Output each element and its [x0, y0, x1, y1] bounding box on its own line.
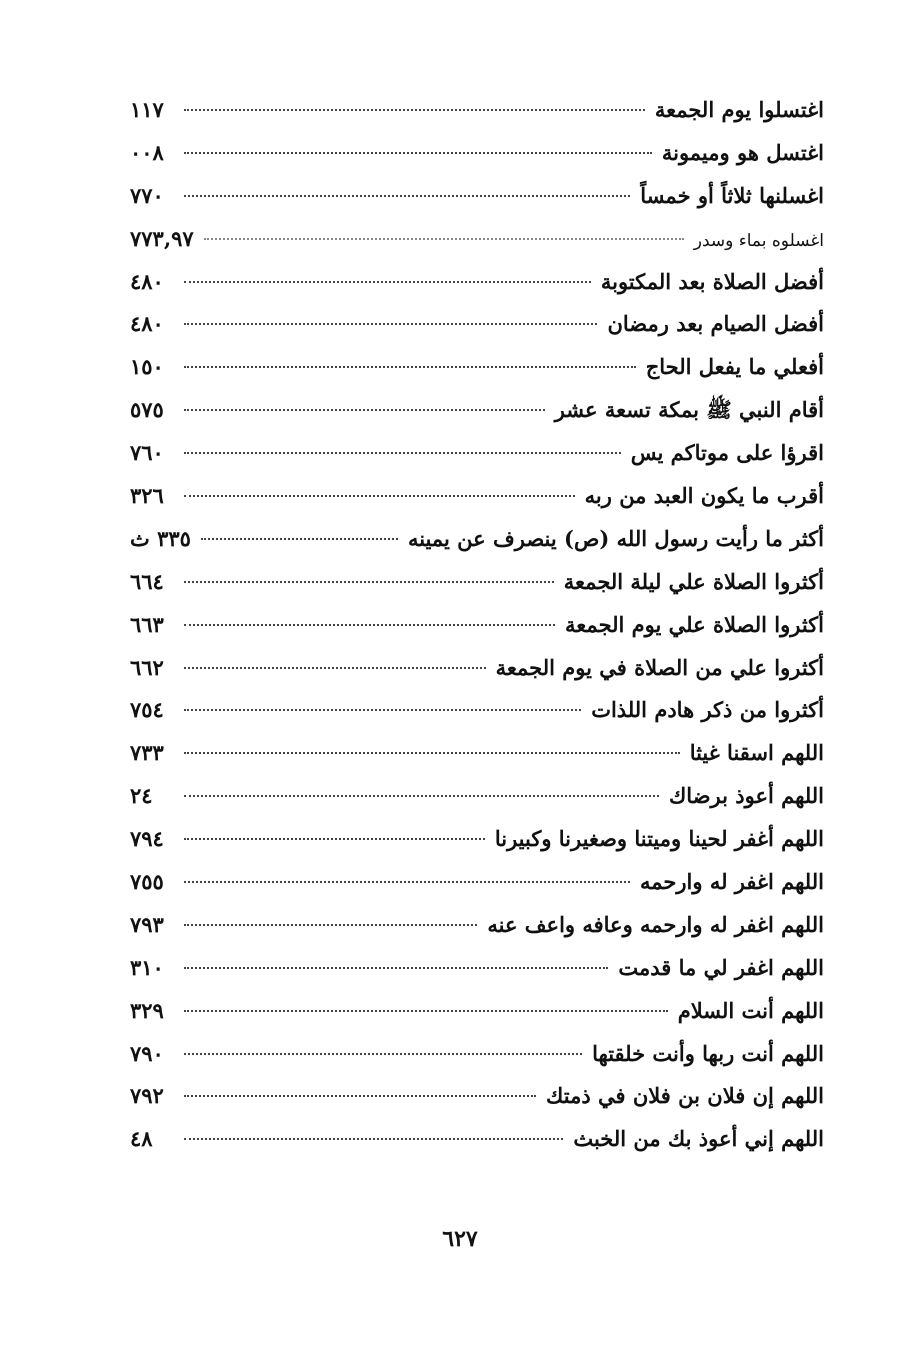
- dot-leader: [184, 195, 630, 197]
- dot-leader: [184, 366, 636, 368]
- index-entry: [130, 227, 824, 270]
- index-entry: [130, 527, 824, 570]
- entry-page-number: ٦٦٢: [130, 654, 164, 680]
- entry-page-number: ١٥٠: [130, 354, 164, 380]
- entry-text: اقرؤا على موتاكم يس: [630, 440, 824, 466]
- index-entry: [130, 741, 824, 784]
- entry-text: أكثروا الصلاة علي يوم الجمعة: [565, 611, 824, 637]
- entry-page-number: ٥٧٥: [130, 397, 164, 423]
- dot-leader: [184, 624, 555, 626]
- entry-page-number: ٧٥٥: [130, 869, 164, 895]
- entry-text: أقرب ما يكون العبد من ربه: [584, 483, 824, 509]
- entry-text: اغسلنها ثلاثاً أو خمساً: [640, 182, 824, 208]
- index-entry: [130, 484, 824, 527]
- entry-page-number: ٧٩٣: [130, 911, 164, 937]
- entry-page-number: ٧٧٠: [130, 182, 164, 208]
- entry-page-number: ٦٦٤: [130, 568, 164, 594]
- index-entry: [130, 98, 824, 141]
- hadith-index-list: [130, 98, 824, 1170]
- entry-page-number: ١١٧: [130, 97, 164, 122]
- index-entry: [130, 1084, 824, 1127]
- index-entry: [130, 355, 824, 398]
- entry-page-number: ٧٣٣: [130, 740, 164, 766]
- dot-leader: [184, 452, 621, 454]
- dot-leader: [184, 709, 581, 711]
- entry-page-number: ٤٨٠: [130, 311, 164, 337]
- entry-text: اللهم أنت ربها وأنت خلقتها: [592, 1040, 824, 1066]
- dot-leader: [184, 1053, 582, 1055]
- entry-text: أفضل الصلاة بعد المكتوبة: [600, 268, 824, 294]
- index-entry: [130, 956, 824, 999]
- entry-page-number: ٢٤: [130, 783, 153, 809]
- entry-page-number: ٧٩٤: [130, 826, 164, 852]
- index-entry: [130, 441, 824, 484]
- dot-leader: [184, 409, 545, 411]
- dot-leader: [184, 581, 554, 583]
- entry-text: اللهم أعوذ برضاك: [669, 783, 824, 809]
- dot-leader: [201, 538, 398, 540]
- dot-leader: [184, 1138, 563, 1140]
- entry-page-number: ٧٩٢: [130, 1083, 164, 1109]
- dot-leader: [184, 281, 591, 283]
- entry-page-number: ٠٠٨: [130, 139, 164, 165]
- index-entry: [130, 999, 824, 1042]
- entry-page-number: ٤٨٠: [130, 268, 164, 294]
- entry-text: اللهم اغفر له وارحمه: [640, 869, 824, 895]
- entry-page-number: ٧٧٣,٩٧: [130, 225, 194, 251]
- dot-leader: [184, 881, 630, 883]
- entry-text: اغتسل هو وميمونة: [661, 139, 824, 165]
- dot-leader: [184, 795, 659, 797]
- dot-leader: [184, 838, 485, 840]
- entry-text: أكثروا من ذكر هادم اللذات: [591, 697, 824, 723]
- index-entry: [130, 312, 824, 355]
- entry-text: اللهم إن فلان بن فلان في ذمتك: [546, 1083, 824, 1109]
- dot-leader: [184, 1095, 536, 1097]
- index-entry: [130, 613, 824, 656]
- entry-page-number: ٣٢٦: [130, 483, 164, 509]
- dot-leader: [184, 1010, 668, 1012]
- entry-text: اللهم إني أعوذ بك من الخبث: [573, 1126, 824, 1152]
- dot-leader: [184, 495, 575, 497]
- entry-text: اللهم أغفر لحينا وميتنا وصغيرنا وكبيرنا: [494, 826, 824, 852]
- entry-page-number: ٣٣٥ ث: [130, 525, 191, 551]
- index-entry: [130, 1127, 824, 1170]
- index-entry: [130, 184, 824, 227]
- entry-text: أقام النبي ﷺ بمكة تسعة عشر: [554, 397, 824, 423]
- entry-text: أفعلي ما يفعل الحاج: [645, 354, 824, 380]
- entry-text: أكثروا الصلاة علي ليلة الجمعة: [563, 568, 824, 594]
- dot-leader: [204, 238, 684, 240]
- entry-text: أكثروا علي من الصلاة في يوم الجمعة: [495, 654, 824, 680]
- index-entry: [130, 827, 824, 870]
- entry-page-number: ٣١٠: [130, 954, 164, 980]
- dot-leader: [184, 109, 645, 111]
- index-entry: [130, 870, 824, 913]
- dot-leader: [184, 152, 652, 154]
- index-entry: [130, 656, 824, 699]
- dot-leader: [184, 667, 486, 669]
- entry-text: اغسلوه بماء وسدر: [693, 230, 824, 251]
- entry-text: أكثر ما رأيت رسول الله (ص) ينصرف عن يمينه: [407, 525, 824, 551]
- entry-page-number: ٧٥٤: [130, 697, 164, 723]
- dot-leader: [184, 924, 477, 926]
- entry-text: اغتسلوا يوم الجمعة: [654, 97, 824, 122]
- page-number: ٦٢٧: [442, 1226, 478, 1252]
- index-entry: [130, 398, 824, 441]
- entry-page-number: ٧٩٠: [130, 1040, 164, 1066]
- entry-page-number: ٦٦٣: [130, 611, 164, 637]
- entry-text: اللهم اغفر له وارحمه وعافه واعف عنه: [487, 911, 824, 937]
- entry-page-number: ٧٦٠: [130, 440, 164, 466]
- index-entry: [130, 270, 824, 313]
- entry-page-number: ٣٢٩: [130, 997, 164, 1023]
- entry-text: اللهم اغفر لي ما قدمت: [618, 954, 824, 980]
- dot-leader: [184, 752, 680, 754]
- index-entry: [130, 570, 824, 613]
- dot-leader: [184, 967, 608, 969]
- entry-page-number: ٤٨: [130, 1126, 153, 1152]
- entry-text: أفضل الصيام بعد رمضان: [607, 311, 824, 337]
- index-entry: [130, 1042, 824, 1085]
- dot-leader: [184, 323, 597, 325]
- entry-text: اللهم اسقنا غيثا: [689, 740, 824, 766]
- entry-text: اللهم أنت السلام: [677, 997, 824, 1023]
- index-entry: [130, 784, 824, 827]
- index-entry: [130, 141, 824, 184]
- index-entry: [130, 913, 824, 956]
- index-entry: [130, 698, 824, 741]
